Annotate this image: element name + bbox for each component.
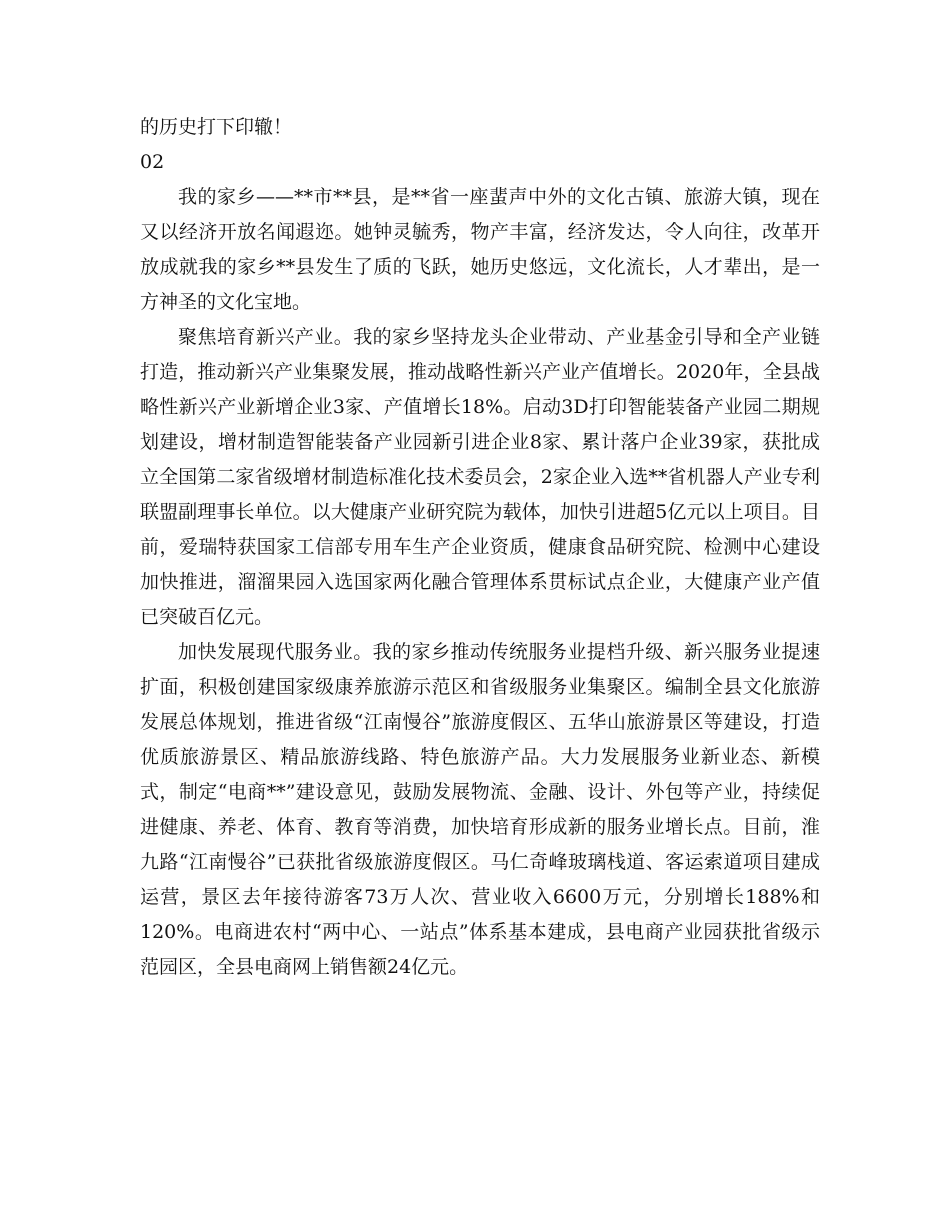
document-body: [140, 110, 820, 985]
continuation-line: 的历史打下印辙！: [140, 116, 293, 138]
paragraph-emerging-industry: 聚焦培育新兴产业。我的家乡坚持龙头企业带动、产业基金引导和全产业链打造，推动新兴产业集聚发展，推动战略性新兴产业产值增长。2020年，全县战略性新兴产业新增企业3家、产值增长18%。启动3D打印智能装备产业园二期规划建设，增材制造智能装备产业园新引进企业8家、累计落户企业39家，获批成立全国第二家省级增材制造标准化技术委员会，2家企业入选**省机器人产业专利联盟副理事长单位。以大健康产业研究院为载体，加快引进超5亿元以上项目。目前，爱瑞特获国家工信部专用车生产企业资质，健康食品研究院、检测中心建设加快推进，溜溜果园入选国家两化融合管理体系贯标试点企业，大健康产业产值已突破百亿元。: [140, 326, 820, 628]
section-number: 02: [140, 151, 165, 173]
paragraph-modern-services: 加快发展现代服务业。我的家乡推动传统服务业提档升级、新兴服务业提速扩面，积极创建国家级康养旅游示范区和省级服务业集聚区。编制全县文化旅游发展总体规划，推进省级“江南慢谷”旅游度假区、五华山旅游景区等建设，打造优质旅游景区、精品旅游线路、特色旅游产品。大力发展服务业新业态、新模式，制定“电商**”建设意见，鼓励发展物流、金融、设计、外包等产业，持续促进健康、养老、体育、教育等消费，加快培育形成新的服务业增长点。目前，淮九路“江南慢谷”已获批省级旅游度假区。马仁奇峰玻璃栈道、客运索道项目建成运营，景区去年接待游客73万人次、营业收入6600万元，分别增长188%和120%。电商进农村“两中心、一站点”体系基本建成，县电商产业园获批省级示范园区，全县电商网上销售额24亿元。: [140, 641, 820, 978]
paragraph-intro: 我的家乡——**市**县，是**省一座蜚声中外的文化古镇、旅游大镇，现在又以经济开放名闻遐迩。她钟灵毓秀，物产丰富，经济发达，令人向往，改革开放成就我的家乡**县发生了质的飞跃，她历史悠远，文化流长，人才辈出，是一方神圣的文化宝地。: [140, 186, 820, 313]
